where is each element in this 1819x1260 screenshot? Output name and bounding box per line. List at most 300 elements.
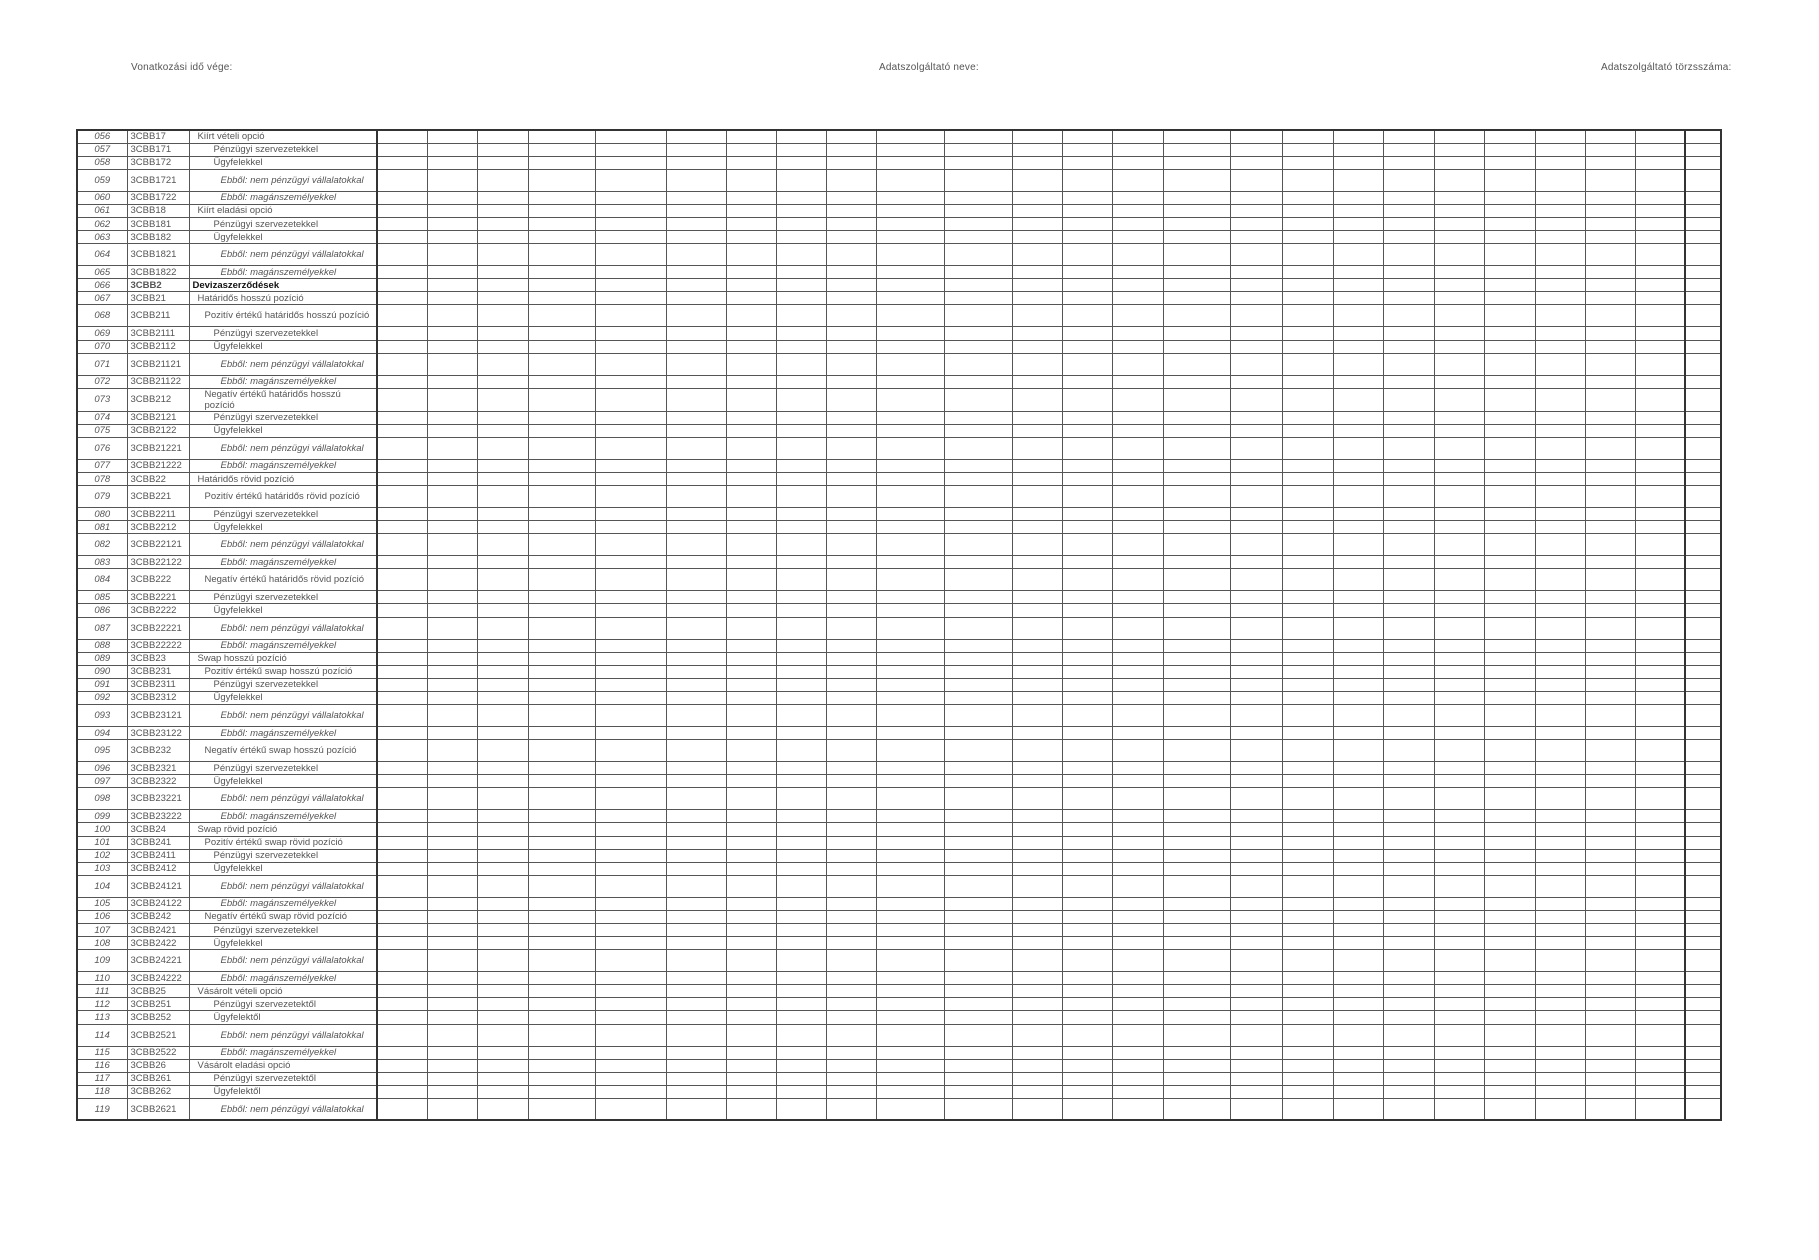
value-cell[interactable] <box>528 836 595 849</box>
value-cell[interactable] <box>1062 937 1112 950</box>
value-cell[interactable] <box>944 762 1012 775</box>
value-cell[interactable] <box>826 266 876 279</box>
value-cell[interactable] <box>1012 353 1062 375</box>
value-cell[interactable] <box>1112 279 1163 292</box>
value-cell[interactable] <box>427 836 477 849</box>
value-cell[interactable] <box>1685 1072 1721 1085</box>
value-cell[interactable] <box>876 279 944 292</box>
value-cell[interactable] <box>1434 788 1484 810</box>
value-cell[interactable] <box>1434 937 1484 950</box>
value-cell[interactable] <box>726 923 776 936</box>
value-cell[interactable] <box>1230 411 1282 424</box>
value-cell[interactable] <box>1635 1046 1685 1059</box>
value-cell[interactable] <box>1012 231 1062 244</box>
value-cell[interactable] <box>776 191 826 204</box>
value-cell[interactable] <box>826 130 876 143</box>
value-cell[interactable] <box>726 340 776 353</box>
value-cell[interactable] <box>1484 521 1535 534</box>
value-cell[interactable] <box>1282 556 1333 569</box>
value-cell[interactable] <box>726 740 776 762</box>
value-cell[interactable] <box>1012 972 1062 985</box>
value-cell[interactable] <box>477 486 528 508</box>
value-cell[interactable] <box>776 678 826 691</box>
value-cell[interactable] <box>826 534 876 556</box>
value-cell[interactable] <box>1282 191 1333 204</box>
value-cell[interactable] <box>427 810 477 823</box>
value-cell[interactable] <box>1282 486 1333 508</box>
value-cell[interactable] <box>1333 762 1383 775</box>
value-cell[interactable] <box>1230 217 1282 230</box>
value-cell[interactable] <box>1230 279 1282 292</box>
value-cell[interactable] <box>1062 678 1112 691</box>
value-cell[interactable] <box>1230 775 1282 788</box>
value-cell[interactable] <box>1383 156 1434 169</box>
value-cell[interactable] <box>1163 508 1230 521</box>
value-cell[interactable] <box>595 191 666 204</box>
value-cell[interactable] <box>876 810 944 823</box>
value-cell[interactable] <box>1685 266 1721 279</box>
value-cell[interactable] <box>1062 191 1112 204</box>
value-cell[interactable] <box>1012 437 1062 459</box>
value-cell[interactable] <box>1383 788 1434 810</box>
value-cell[interactable] <box>1333 473 1383 486</box>
value-cell[interactable] <box>1333 985 1383 998</box>
value-cell[interactable] <box>1585 823 1635 836</box>
value-cell[interactable] <box>776 617 826 639</box>
value-cell[interactable] <box>776 1072 826 1085</box>
value-cell[interactable] <box>1282 266 1333 279</box>
value-cell[interactable] <box>427 1046 477 1059</box>
value-cell[interactable] <box>944 1098 1012 1120</box>
value-cell[interactable] <box>1282 473 1333 486</box>
value-cell[interactable] <box>726 775 776 788</box>
value-cell[interactable] <box>666 191 726 204</box>
value-cell[interactable] <box>1112 604 1163 617</box>
value-cell[interactable] <box>1012 705 1062 727</box>
value-cell[interactable] <box>595 639 666 652</box>
value-cell[interactable] <box>666 727 726 740</box>
value-cell[interactable] <box>1282 691 1333 704</box>
value-cell[interactable] <box>1585 910 1635 923</box>
value-cell[interactable] <box>1685 424 1721 437</box>
value-cell[interactable] <box>1535 665 1585 678</box>
value-cell[interactable] <box>1685 985 1721 998</box>
value-cell[interactable] <box>876 665 944 678</box>
value-cell[interactable] <box>666 534 726 556</box>
value-cell[interactable] <box>1333 652 1383 665</box>
value-cell[interactable] <box>427 1085 477 1098</box>
value-cell[interactable] <box>528 473 595 486</box>
value-cell[interactable] <box>1383 836 1434 849</box>
value-cell[interactable] <box>876 521 944 534</box>
value-cell[interactable] <box>666 459 726 472</box>
value-cell[interactable] <box>1012 862 1062 875</box>
value-cell[interactable] <box>1635 1011 1685 1024</box>
value-cell[interactable] <box>1635 231 1685 244</box>
value-cell[interactable] <box>1434 191 1484 204</box>
value-cell[interactable] <box>1585 691 1635 704</box>
value-cell[interactable] <box>1685 130 1721 143</box>
value-cell[interactable] <box>477 705 528 727</box>
value-cell[interactable] <box>1282 231 1333 244</box>
value-cell[interactable] <box>1484 836 1535 849</box>
value-cell[interactable] <box>776 691 826 704</box>
value-cell[interactable] <box>776 910 826 923</box>
value-cell[interactable] <box>1012 910 1062 923</box>
value-cell[interactable] <box>826 1046 876 1059</box>
value-cell[interactable] <box>1685 617 1721 639</box>
value-cell[interactable] <box>377 1011 427 1024</box>
value-cell[interactable] <box>1383 639 1434 652</box>
value-cell[interactable] <box>1585 130 1635 143</box>
value-cell[interactable] <box>1012 279 1062 292</box>
value-cell[interactable] <box>776 424 826 437</box>
value-cell[interactable] <box>427 937 477 950</box>
value-cell[interactable] <box>1484 862 1535 875</box>
value-cell[interactable] <box>528 998 595 1011</box>
value-cell[interactable] <box>1685 217 1721 230</box>
value-cell[interactable] <box>477 534 528 556</box>
value-cell[interactable] <box>1012 556 1062 569</box>
value-cell[interactable] <box>1585 762 1635 775</box>
value-cell[interactable] <box>1012 340 1062 353</box>
value-cell[interactable] <box>1585 191 1635 204</box>
value-cell[interactable] <box>1333 691 1383 704</box>
value-cell[interactable] <box>1383 875 1434 897</box>
value-cell[interactable] <box>1012 849 1062 862</box>
value-cell[interactable] <box>1333 556 1383 569</box>
value-cell[interactable] <box>726 639 776 652</box>
value-cell[interactable] <box>1163 652 1230 665</box>
value-cell[interactable] <box>876 1024 944 1046</box>
value-cell[interactable] <box>944 411 1012 424</box>
value-cell[interactable] <box>1333 1098 1383 1120</box>
value-cell[interactable] <box>666 1024 726 1046</box>
value-cell[interactable] <box>1383 169 1434 191</box>
value-cell[interactable] <box>1163 691 1230 704</box>
value-cell[interactable] <box>1230 836 1282 849</box>
value-cell[interactable] <box>1383 1059 1434 1072</box>
value-cell[interactable] <box>1535 875 1585 897</box>
value-cell[interactable] <box>427 972 477 985</box>
value-cell[interactable] <box>427 1011 477 1024</box>
value-cell[interactable] <box>826 305 876 327</box>
value-cell[interactable] <box>1062 340 1112 353</box>
value-cell[interactable] <box>595 327 666 340</box>
value-cell[interactable] <box>1282 204 1333 217</box>
value-cell[interactable] <box>528 823 595 836</box>
value-cell[interactable] <box>1062 279 1112 292</box>
value-cell[interactable] <box>1434 836 1484 849</box>
value-cell[interactable] <box>1333 266 1383 279</box>
value-cell[interactable] <box>1484 473 1535 486</box>
value-cell[interactable] <box>1062 130 1112 143</box>
value-cell[interactable] <box>528 204 595 217</box>
value-cell[interactable] <box>1685 437 1721 459</box>
value-cell[interactable] <box>776 473 826 486</box>
value-cell[interactable] <box>876 762 944 775</box>
value-cell[interactable] <box>528 1024 595 1046</box>
value-cell[interactable] <box>1383 740 1434 762</box>
value-cell[interactable] <box>1535 143 1585 156</box>
value-cell[interactable] <box>1282 217 1333 230</box>
value-cell[interactable] <box>1383 678 1434 691</box>
value-cell[interactable] <box>1333 521 1383 534</box>
value-cell[interactable] <box>944 910 1012 923</box>
value-cell[interactable] <box>1383 424 1434 437</box>
value-cell[interactable] <box>1112 1085 1163 1098</box>
value-cell[interactable] <box>1333 244 1383 266</box>
value-cell[interactable] <box>1062 388 1112 411</box>
value-cell[interactable] <box>1062 950 1112 972</box>
value-cell[interactable] <box>944 388 1012 411</box>
value-cell[interactable] <box>1585 292 1635 305</box>
value-cell[interactable] <box>826 652 876 665</box>
value-cell[interactable] <box>1282 639 1333 652</box>
value-cell[interactable] <box>427 279 477 292</box>
value-cell[interactable] <box>1282 762 1333 775</box>
value-cell[interactable] <box>1535 998 1585 1011</box>
value-cell[interactable] <box>1230 508 1282 521</box>
value-cell[interactable] <box>1585 1011 1635 1024</box>
value-cell[interactable] <box>1585 204 1635 217</box>
value-cell[interactable] <box>1635 327 1685 340</box>
value-cell[interactable] <box>944 740 1012 762</box>
value-cell[interactable] <box>1685 459 1721 472</box>
value-cell[interactable] <box>595 910 666 923</box>
value-cell[interactable] <box>876 937 944 950</box>
value-cell[interactable] <box>377 604 427 617</box>
value-cell[interactable] <box>876 217 944 230</box>
value-cell[interactable] <box>1163 340 1230 353</box>
value-cell[interactable] <box>876 508 944 521</box>
value-cell[interactable] <box>1635 862 1685 875</box>
value-cell[interactable] <box>944 486 1012 508</box>
value-cell[interactable] <box>595 762 666 775</box>
value-cell[interactable] <box>1230 985 1282 998</box>
value-cell[interactable] <box>1535 985 1585 998</box>
value-cell[interactable] <box>726 910 776 923</box>
value-cell[interactable] <box>1685 556 1721 569</box>
value-cell[interactable] <box>1635 727 1685 740</box>
value-cell[interactable] <box>1535 156 1585 169</box>
value-cell[interactable] <box>776 486 826 508</box>
value-cell[interactable] <box>1012 459 1062 472</box>
value-cell[interactable] <box>1230 604 1282 617</box>
value-cell[interactable] <box>595 244 666 266</box>
value-cell[interactable] <box>1282 897 1333 910</box>
value-cell[interactable] <box>1535 340 1585 353</box>
value-cell[interactable] <box>1635 740 1685 762</box>
value-cell[interactable] <box>1685 836 1721 849</box>
value-cell[interactable] <box>1383 810 1434 823</box>
value-cell[interactable] <box>1333 591 1383 604</box>
value-cell[interactable] <box>1685 691 1721 704</box>
value-cell[interactable] <box>1635 305 1685 327</box>
value-cell[interactable] <box>1685 1011 1721 1024</box>
value-cell[interactable] <box>1383 985 1434 998</box>
value-cell[interactable] <box>1230 998 1282 1011</box>
value-cell[interactable] <box>1112 534 1163 556</box>
value-cell[interactable] <box>1484 279 1535 292</box>
value-cell[interactable] <box>528 156 595 169</box>
value-cell[interactable] <box>1112 486 1163 508</box>
value-cell[interactable] <box>944 591 1012 604</box>
value-cell[interactable] <box>876 375 944 388</box>
value-cell[interactable] <box>477 762 528 775</box>
value-cell[interactable] <box>1062 156 1112 169</box>
value-cell[interactable] <box>1434 775 1484 788</box>
value-cell[interactable] <box>427 459 477 472</box>
value-cell[interactable] <box>876 1046 944 1059</box>
value-cell[interactable] <box>944 604 1012 617</box>
value-cell[interactable] <box>1383 972 1434 985</box>
value-cell[interactable] <box>1685 473 1721 486</box>
value-cell[interactable] <box>427 910 477 923</box>
value-cell[interactable] <box>1685 678 1721 691</box>
value-cell[interactable] <box>595 1046 666 1059</box>
value-cell[interactable] <box>1333 388 1383 411</box>
value-cell[interactable] <box>427 1024 477 1046</box>
value-cell[interactable] <box>528 437 595 459</box>
value-cell[interactable] <box>1685 411 1721 424</box>
value-cell[interactable] <box>1230 569 1282 591</box>
value-cell[interactable] <box>1112 244 1163 266</box>
value-cell[interactable] <box>1163 775 1230 788</box>
value-cell[interactable] <box>1585 569 1635 591</box>
value-cell[interactable] <box>776 740 826 762</box>
value-cell[interactable] <box>944 639 1012 652</box>
value-cell[interactable] <box>1383 327 1434 340</box>
value-cell[interactable] <box>1484 569 1535 591</box>
value-cell[interactable] <box>1535 217 1585 230</box>
value-cell[interactable] <box>1112 1098 1163 1120</box>
value-cell[interactable] <box>1484 897 1535 910</box>
value-cell[interactable] <box>477 244 528 266</box>
value-cell[interactable] <box>944 875 1012 897</box>
value-cell[interactable] <box>477 569 528 591</box>
value-cell[interactable] <box>1535 823 1585 836</box>
value-cell[interactable] <box>1062 639 1112 652</box>
value-cell[interactable] <box>1635 375 1685 388</box>
value-cell[interactable] <box>1685 1046 1721 1059</box>
value-cell[interactable] <box>726 279 776 292</box>
value-cell[interactable] <box>1535 375 1585 388</box>
value-cell[interactable] <box>1333 204 1383 217</box>
value-cell[interactable] <box>1163 998 1230 1011</box>
value-cell[interactable] <box>1012 569 1062 591</box>
value-cell[interactable] <box>666 1011 726 1024</box>
value-cell[interactable] <box>666 204 726 217</box>
value-cell[interactable] <box>1535 473 1585 486</box>
value-cell[interactable] <box>666 486 726 508</box>
value-cell[interactable] <box>726 411 776 424</box>
value-cell[interactable] <box>1585 340 1635 353</box>
value-cell[interactable] <box>1635 678 1685 691</box>
value-cell[interactable] <box>666 875 726 897</box>
value-cell[interactable] <box>1635 836 1685 849</box>
value-cell[interactable] <box>1685 849 1721 862</box>
value-cell[interactable] <box>1230 762 1282 775</box>
value-cell[interactable] <box>826 340 876 353</box>
value-cell[interactable] <box>1112 652 1163 665</box>
value-cell[interactable] <box>776 292 826 305</box>
value-cell[interactable] <box>1383 1072 1434 1085</box>
value-cell[interactable] <box>477 604 528 617</box>
value-cell[interactable] <box>477 788 528 810</box>
value-cell[interactable] <box>1230 388 1282 411</box>
value-cell[interactable] <box>1585 169 1635 191</box>
value-cell[interactable] <box>666 788 726 810</box>
value-cell[interactable] <box>427 388 477 411</box>
value-cell[interactable] <box>1012 534 1062 556</box>
value-cell[interactable] <box>427 897 477 910</box>
value-cell[interactable] <box>1333 340 1383 353</box>
value-cell[interactable] <box>1685 169 1721 191</box>
value-cell[interactable] <box>944 950 1012 972</box>
value-cell[interactable] <box>1434 279 1484 292</box>
value-cell[interactable] <box>1282 950 1333 972</box>
value-cell[interactable] <box>1333 1072 1383 1085</box>
value-cell[interactable] <box>1282 1046 1333 1059</box>
value-cell[interactable] <box>1484 292 1535 305</box>
value-cell[interactable] <box>1282 862 1333 875</box>
value-cell[interactable] <box>1012 897 1062 910</box>
value-cell[interactable] <box>726 897 776 910</box>
value-cell[interactable] <box>1383 569 1434 591</box>
value-cell[interactable] <box>776 875 826 897</box>
value-cell[interactable] <box>1230 823 1282 836</box>
value-cell[interactable] <box>1333 156 1383 169</box>
value-cell[interactable] <box>427 521 477 534</box>
value-cell[interactable] <box>1230 591 1282 604</box>
value-cell[interactable] <box>1112 810 1163 823</box>
value-cell[interactable] <box>377 204 427 217</box>
value-cell[interactable] <box>1635 279 1685 292</box>
value-cell[interactable] <box>1685 534 1721 556</box>
value-cell[interactable] <box>528 972 595 985</box>
value-cell[interactable] <box>1434 169 1484 191</box>
value-cell[interactable] <box>1685 305 1721 327</box>
value-cell[interactable] <box>826 604 876 617</box>
value-cell[interactable] <box>1535 727 1585 740</box>
value-cell[interactable] <box>944 1024 1012 1046</box>
value-cell[interactable] <box>377 972 427 985</box>
value-cell[interactable] <box>1635 353 1685 375</box>
value-cell[interactable] <box>876 875 944 897</box>
value-cell[interactable] <box>1012 740 1062 762</box>
value-cell[interactable] <box>876 340 944 353</box>
value-cell[interactable] <box>528 705 595 727</box>
value-cell[interactable] <box>1012 1085 1062 1098</box>
value-cell[interactable] <box>1484 591 1535 604</box>
value-cell[interactable] <box>1062 1011 1112 1024</box>
value-cell[interactable] <box>1333 424 1383 437</box>
value-cell[interactable] <box>595 217 666 230</box>
value-cell[interactable] <box>1230 937 1282 950</box>
value-cell[interactable] <box>1434 998 1484 1011</box>
value-cell[interactable] <box>1230 897 1282 910</box>
value-cell[interactable] <box>377 810 427 823</box>
value-cell[interactable] <box>1434 762 1484 775</box>
value-cell[interactable] <box>477 521 528 534</box>
value-cell[interactable] <box>1163 437 1230 459</box>
value-cell[interactable] <box>1635 244 1685 266</box>
value-cell[interactable] <box>1112 217 1163 230</box>
value-cell[interactable] <box>726 508 776 521</box>
value-cell[interactable] <box>427 424 477 437</box>
value-cell[interactable] <box>1112 1072 1163 1085</box>
